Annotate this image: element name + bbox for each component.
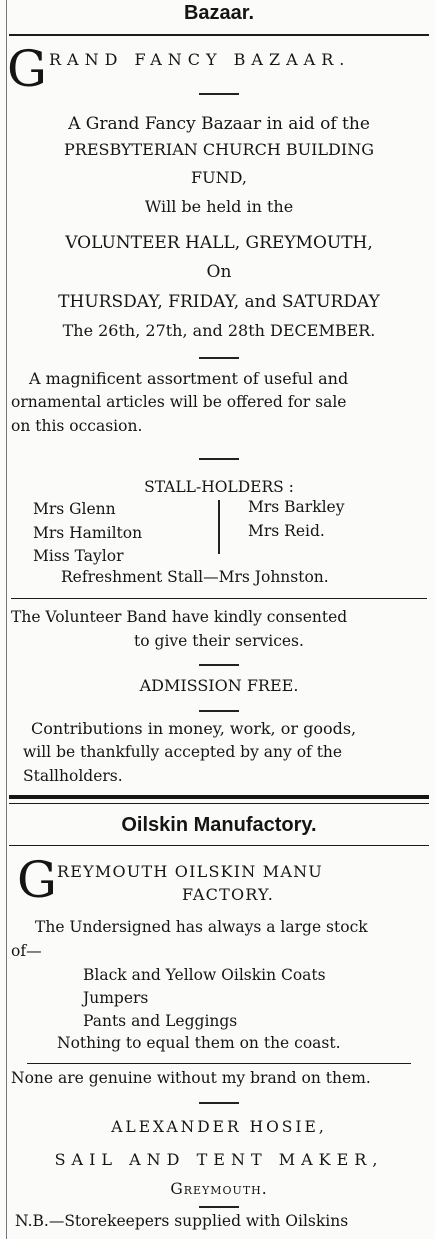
stock-item-1: Black and Yellow Oilskin Coats	[83, 966, 326, 984]
advert-separator-thin	[9, 803, 429, 804]
contributions-line-1: Contributions in money, work, or goods,	[31, 719, 357, 738]
divider-dash	[199, 710, 239, 712]
newspaper-column	[6, 0, 431, 1239]
oilskin-title-initial: G	[17, 851, 57, 909]
bazaar-top-rule	[9, 34, 429, 36]
oilskin-title-line-2: FACTORY.	[182, 885, 275, 904]
divider-dash	[199, 458, 239, 460]
genuine-notice: None are genuine without my brand on them.	[11, 1069, 371, 1087]
assortment-line-1: A magnificent assortment of useful and	[29, 369, 349, 388]
band-line-1: The Volunteer Band have kindly consented	[11, 608, 348, 626]
stock-line-1: The Undersigned has always a large stock	[35, 918, 368, 936]
days: THURSDAY, FRIDAY, and SATURDAY	[58, 292, 380, 312]
oilskin-heading: Oilskin Manufactory.	[121, 814, 317, 836]
dates: The 26th, 27th, and 28th DECEMBER.	[62, 321, 376, 340]
divider-dash	[199, 93, 239, 95]
intro-line-1: A Grand Fancy Bazaar in aid of the	[68, 114, 370, 134]
intro-line-2: PRESBYTERIAN CHURCH BUILDING	[64, 140, 374, 159]
bazaar-title-initial: G	[7, 40, 47, 98]
stock-item-2: Jumpers	[83, 989, 149, 1007]
stallholder-left-3: Miss Taylor	[33, 547, 124, 565]
nothing-to-equal: Nothing to equal them on the coast.	[57, 1034, 341, 1052]
venue: VOLUNTEER HALL, GREYMOUTH,	[65, 233, 373, 253]
stallholder-left-2: Mrs Hamilton	[33, 524, 143, 542]
stock-line-2: of—	[11, 942, 42, 960]
stallholder-left-1: Mrs Glenn	[33, 500, 116, 518]
admission: ADMISSION FREE.	[139, 676, 299, 695]
stallholder-column-divider	[218, 500, 220, 554]
storekeepers-note: N.B.—Storekeepers supplied with Oilskins	[15, 1212, 349, 1230]
section-rule	[11, 598, 427, 599]
proprietor-name: ALEXANDER HOSIE,	[111, 1118, 327, 1136]
on-text: On	[206, 262, 232, 282]
contributions-line-3: Stallholders.	[23, 767, 123, 785]
stock-item-3: Pants and Leggings	[83, 1012, 238, 1030]
bazaar-title: RAND FANCY BAZAAR.	[49, 50, 351, 69]
bazaar-heading: Bazaar.	[183, 2, 255, 24]
refreshment-stall: Refreshment Stall—Mrs Johnston.	[61, 568, 329, 586]
intro-line-4: Will be held in the	[144, 197, 294, 216]
stallholder-right-2: Mrs Reid.	[248, 522, 325, 540]
stallholder-right-1: Mrs Barkley	[248, 498, 345, 516]
stallholders-heading: STALL-HOLDERS :	[144, 478, 294, 496]
assortment-line-3: on this occasion.	[11, 417, 143, 435]
advert-separator-thick	[9, 795, 429, 799]
divider-dash	[199, 357, 239, 359]
section-rule	[27, 1063, 411, 1064]
oilskin-top-rule	[9, 845, 429, 846]
divider-dash	[199, 1206, 239, 1208]
intro-line-3: FUND,	[191, 168, 247, 187]
proprietor-town: Greymouth.	[170, 1180, 268, 1198]
assortment-line-2: ornamental articles will be offered for sale	[11, 393, 347, 411]
oilskin-title-line-1: REYMOUTH OILSKIN MANU	[57, 862, 323, 881]
proprietor-trade: SAIL AND TENT MAKER,	[54, 1150, 384, 1169]
band-line-2: to give their services.	[134, 632, 304, 650]
contributions-line-2: will be thankfully accepted by any of the	[23, 743, 343, 761]
divider-dash	[199, 1102, 239, 1104]
divider-dash	[199, 664, 239, 666]
